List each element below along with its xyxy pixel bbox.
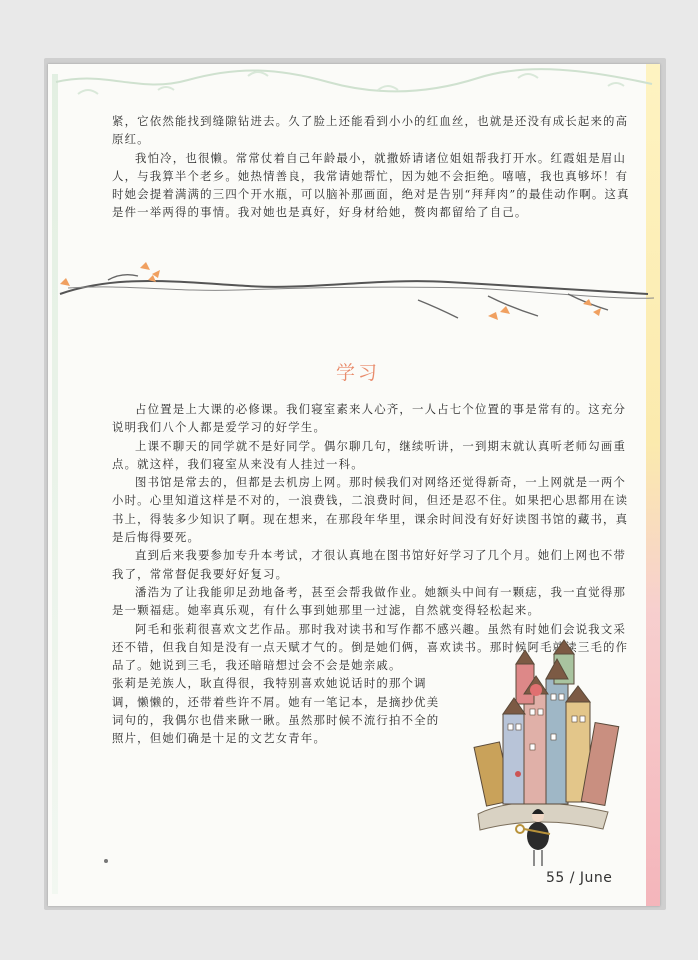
continued-paragraph: 紧，它依然能找到缝隙钻进去。久了脸上还能看到小小的红血丝，也就是还没有成长起来的高原红。 <box>112 114 629 147</box>
right-color-edge <box>646 64 660 906</box>
top-vine-border <box>48 64 660 104</box>
paragraph-line: 词句的，我偶尔也借来瞅一瞅。虽然那时候不流行拍不全的 <box>112 713 440 728</box>
illustration-girl-with-book-houses <box>458 624 628 869</box>
paragraph-line: 照片，但她们确是十足的文艺女青年。 <box>112 731 327 746</box>
left-decor-stripe <box>52 74 58 894</box>
branch-divider <box>48 260 660 334</box>
paragraph: 占位置是上大课的必修课。我们寝室素来人心齐，一人占七个位置的事是常有的。这充分说明我们八个人都是爱学习的好学生。 <box>112 402 627 435</box>
paragraph-line: 张莉是羌族人，耿直得很，我特别喜欢她说话时的那个调 <box>112 676 427 691</box>
top-continuation-text <box>112 112 632 222</box>
paragraph: 上课不聊天的同学就不是好同学。偶尔聊几句，继续听讲，一到期末就认真听老师勾画重点。就这样，我们寝室从来没有人挂过一科。 <box>112 438 627 471</box>
paragraph-line: 调，懒懒的，还带着些许不屑。她有一笔记本，是摘抄优美 <box>112 694 440 709</box>
paragraph-cold-lazy: 我怕冷，也很懒。常常仗着自己年龄最小，就撒娇请诸位姐姐帮我打开水。红霞姐是眉山人，与我算半个老乡。她热情善良，我常请她帮忙，因为她不会拒绝。嘻嘻，我也真够坏！有时她会提着满满的三四个开水瓶，可以脑补那画面，绝对是告别“拜拜肉”的最佳动作啊。这真是件一举两得的事情。我对她也是真好，好身材给她，赘肉都留给了自己。 <box>112 150 630 220</box>
section-title: 学习 <box>336 362 381 384</box>
paragraph: 潘浩为了让我能卯足劲地备考，甚至会帮我做作业。她额头中间有一颗痣，我一直觉得那是一颗福痣。她率真乐观，有什么事到她那里一过滤，自然就变得轻松起来。 <box>112 584 627 618</box>
paragraph-zhangli <box>112 674 452 747</box>
magazine-page <box>48 64 660 906</box>
page-number: 55 / June <box>546 870 613 886</box>
paragraph: 图书馆是常去的，但都是去机房上网。那时候我们对网络还觉得新奇，一上网就是一两个小时。心里知道这样是不对的，一浪费钱，二浪费时间，但还是忍不住。如果把心思都用在读书上，得装多少知识了啊。现在想来，在那段年华里，课余时间没有好好读图书馆的藏书，真是后悔得要死。 <box>112 475 629 545</box>
paragraph: 阿毛和张莉很喜欢文艺作品。那时我对读书和写作都不感兴趣。虽然有时她们会说我文采还不错，但我自知是没有一点天赋才气的。倒是她们俩，喜欢读书。那时候阿毛就读三毛的作品了。她说到三毛，我还暗暗想过会不会是她亲戚。 <box>112 621 629 673</box>
dot-mark <box>104 859 108 863</box>
paragraph: 直到后来我要参加专升本考试，才很认真地在图书馆好好学习了几个月。她们上网也不带我了，常常督促我要好好复习。 <box>112 548 627 581</box>
